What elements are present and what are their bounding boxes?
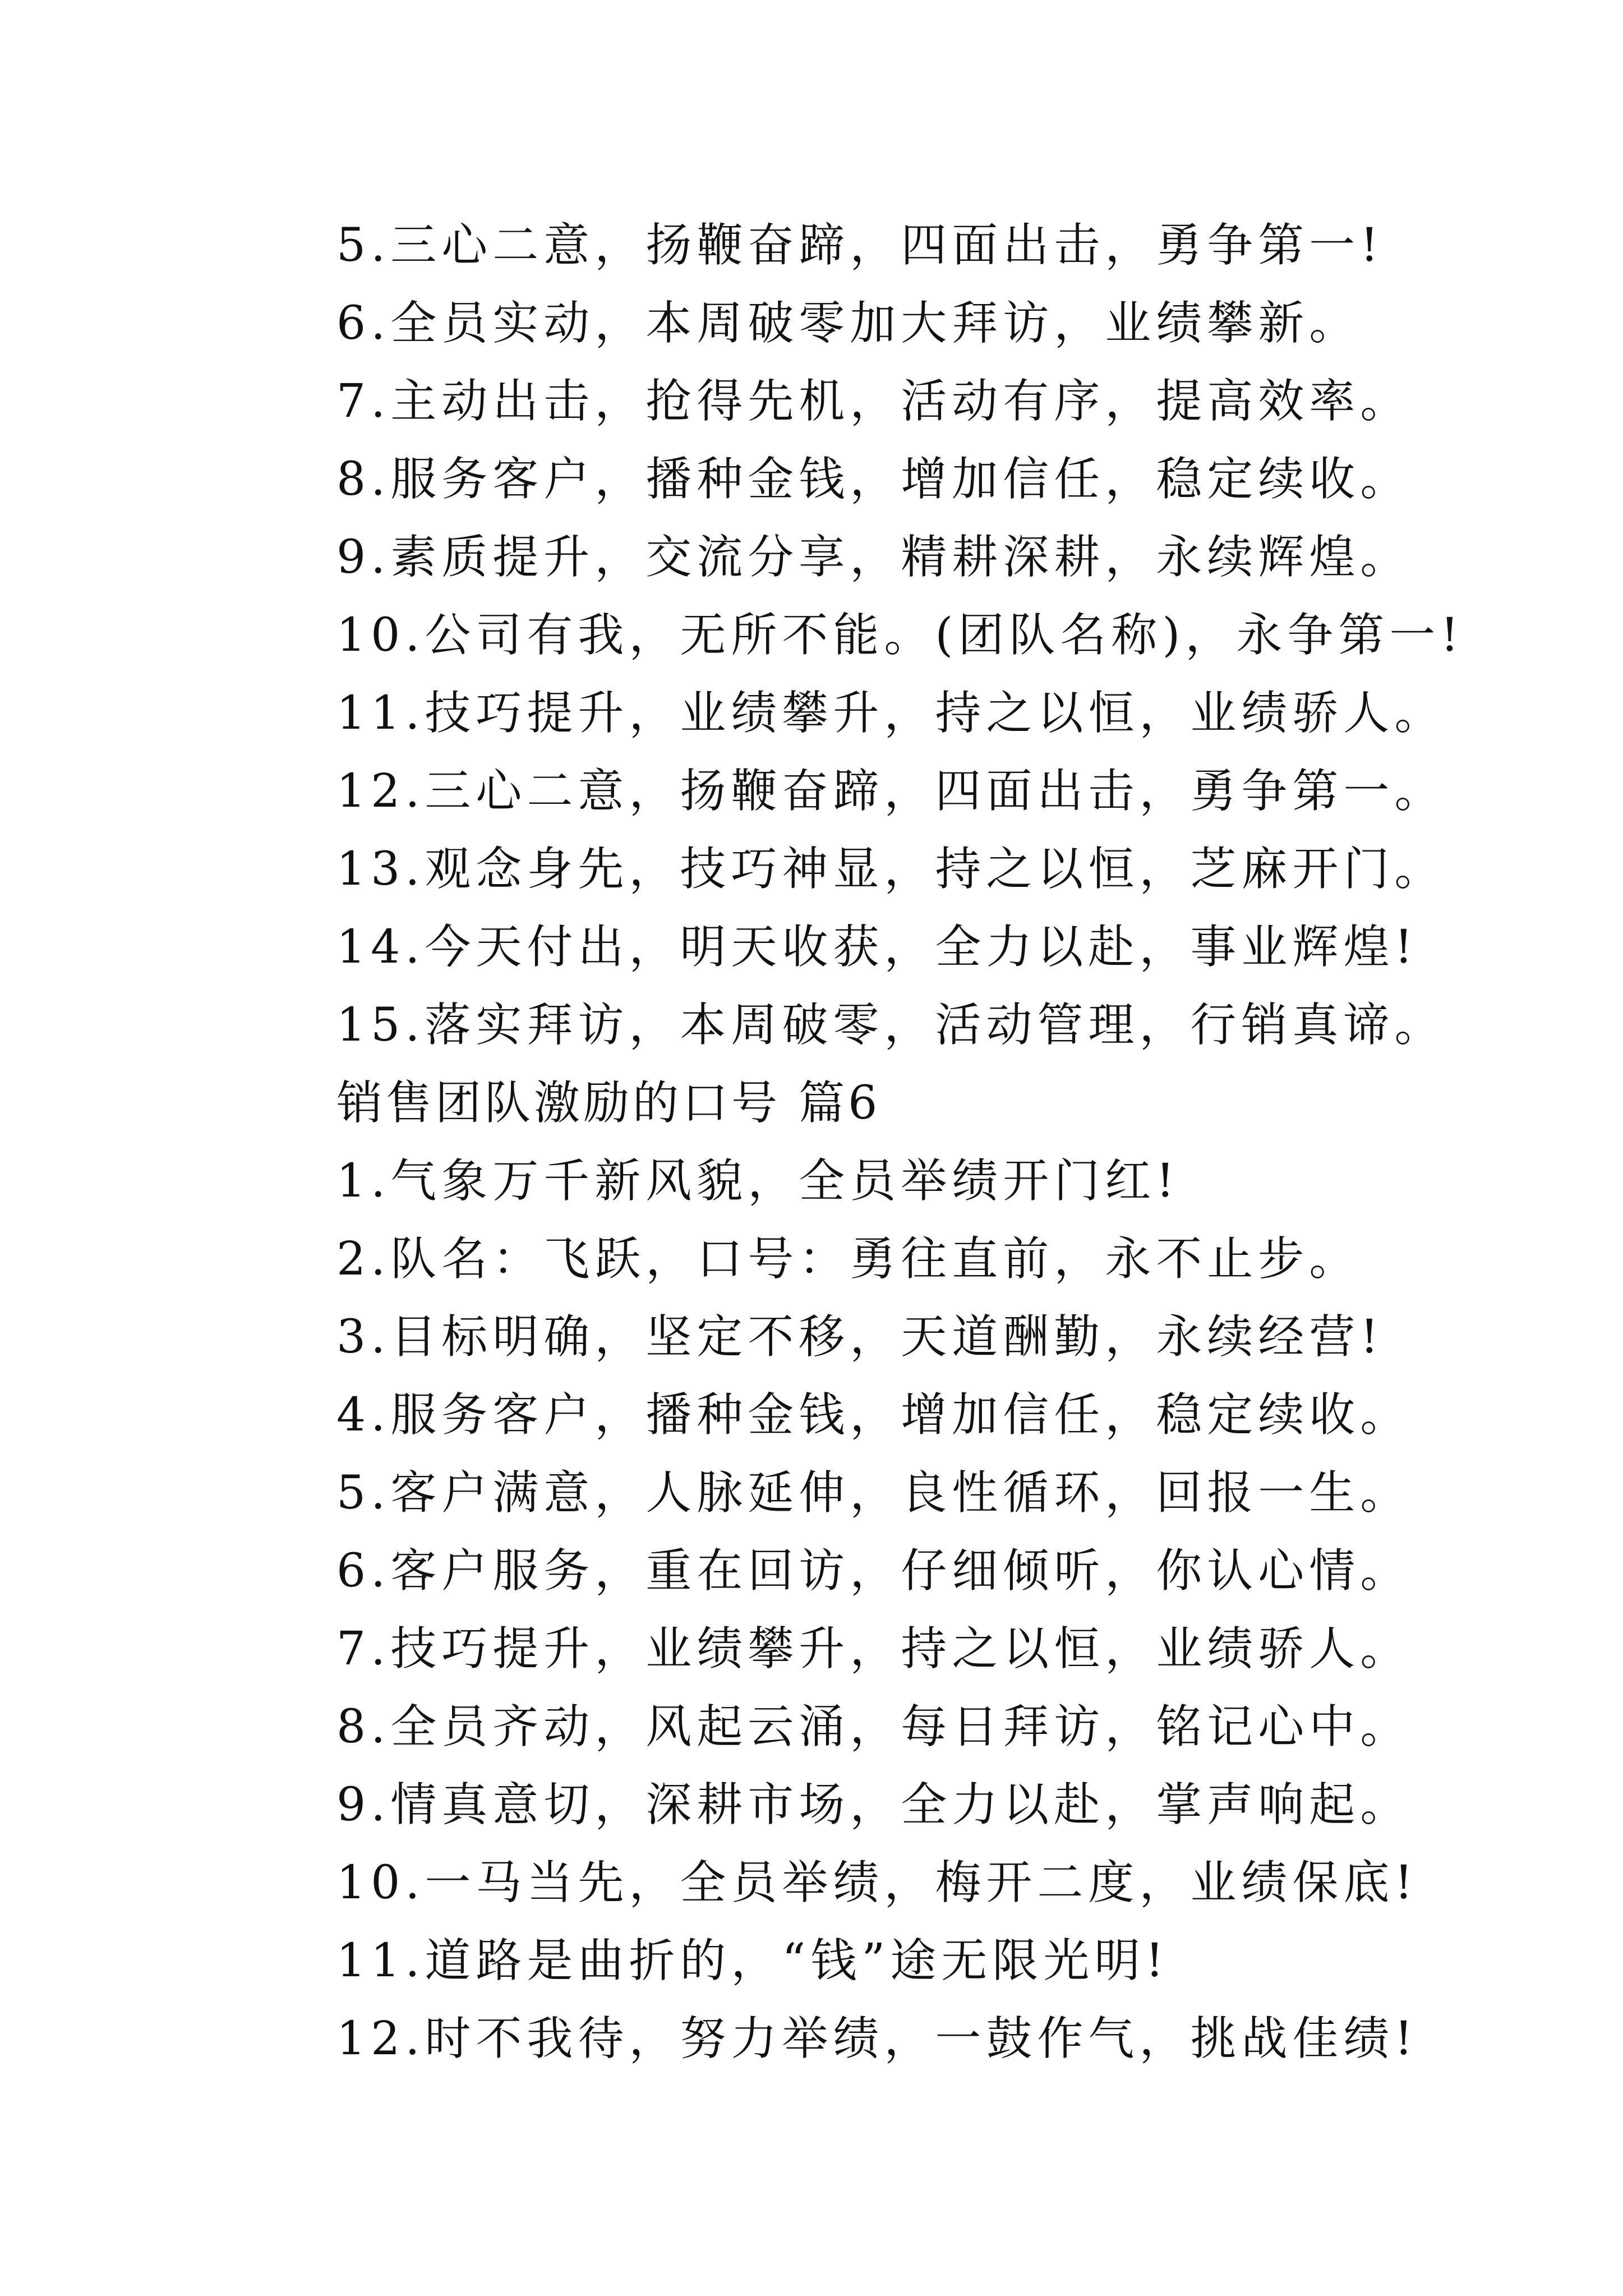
- list-item: 12.三心二意，扬鞭奋蹄，四面出击，勇争第一。: [336, 765, 1446, 818]
- list-item: 7.技巧提升，业绩攀升，持之以恒，业绩骄人。: [336, 1622, 1412, 1676]
- list-item: 4.服务客户，播种金钱，增加信任，稳定续收。: [336, 1388, 1412, 1442]
- list-item: 11.道路是曲折的，“钱”途无限光明!: [336, 1934, 1169, 1987]
- list-item: 14.今天付出，明天收获，全力以赴，事业辉煌!: [336, 921, 1418, 974]
- list-item: 3.目标明确，坚定不移，天道酬勤，永续经营!: [336, 1310, 1384, 1364]
- list-item: 10.一马当先，全员举绩，梅开二度，业绩保底!: [336, 1856, 1418, 1910]
- section-heading: 销售团队激励的口号 篇6: [336, 1076, 881, 1130]
- list-item: 8.全员齐动，风起云涌，每日拜访，铭记心中。: [336, 1700, 1412, 1754]
- list-item: 10.公司有我，无所不能。(团队名称)，永争第一!: [336, 609, 1464, 662]
- document-body: [336, 206, 1514, 2078]
- list-item: 5.客户满意，人脉延伸，良性循环，回报一生。: [336, 1466, 1412, 1520]
- list-item: 6.客户服务，重在回访，仔细倾听，你认心情。: [336, 1544, 1412, 1598]
- list-item: 1.气象万千新风貌，全员举绩开门红!: [336, 1154, 1180, 1208]
- list-item: 11.技巧提升，业绩攀升，持之以恒，业绩骄人。: [336, 687, 1446, 740]
- list-item: 6.全员实动，本周破零加大拜访，业绩攀新。: [336, 297, 1361, 350]
- list-item: 2.队名：飞跃，口号：勇往直前，永不止步。: [336, 1232, 1361, 1286]
- list-item: 8.服务客户，播种金钱，增加信任，稳定续收。: [336, 453, 1412, 506]
- list-item: 9.素质提升，交流分享，精耕深耕，永续辉煌。: [336, 531, 1412, 584]
- list-item: 13.观念身先，技巧神显，持之以恒，芝麻开门。: [336, 843, 1446, 896]
- list-item: 15.落实拜访，本周破零，活动管理，行销真谛。: [336, 999, 1446, 1052]
- list-item: 12.时不我待，努力举绩，一鼓作气，挑战佳绩!: [336, 2012, 1418, 2065]
- list-item: 9.情真意切，深耕市场，全力以赴，掌声响起。: [336, 1778, 1412, 1832]
- list-item: 5.三心二意，扬鞭奋蹄，四面出击，勇争第一!: [336, 219, 1384, 272]
- list-item: 7.主动出击，抢得先机，活动有序，提高效率。: [336, 375, 1412, 428]
